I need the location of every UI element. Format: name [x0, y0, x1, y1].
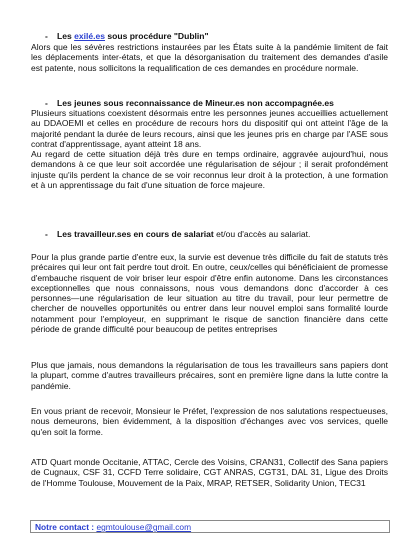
- contact-box: [30, 520, 390, 533]
- heading-text: et/ou d'accès au salariat.: [213, 229, 311, 239]
- section-minors-body-2: Au regard de cette situation déjà très dure en temps ordinaire, aggravée aujourd'hui, nous demandons à ce que leur soit accordée une régularisation de séjour ; il serait profondément injuste qu'ils perdent la chance de se voir reconnus leur droit à la protection, à une formation et à un apprentissage du fait d'une situation de force majeure.: [31, 149, 388, 190]
- heading-text: sous procédure "Dublin": [105, 31, 209, 41]
- section-minors-body-1: Plusieurs situations coexistent désormais entre les personnes jeunes accueillies actuellement au DDAOEMI et celles en procédure de recours hors du dispositif qui ont atteint l'âge de la majorité pendant la durée de leurs recours, ainsi que les jeunes pris en charge par l'ASE sous contrat d'apprentissage, ayant atteint 18 ans.: [31, 108, 388, 149]
- contact-label: Notre contact :: [35, 522, 97, 532]
- section-workers-body-2: Plus que jamais, nous demandons la régularisation de tous les travailleurs sans papiers dont la plupart, comme d'autres travailleurs précaires, sont en première ligne dans la lutte contre la pandémie.: [31, 360, 388, 391]
- exilees-link[interactable]: exilé.es: [74, 31, 106, 41]
- bullet-dash: -: [45, 98, 48, 108]
- closing-paragraph: En vous priant de recevoir, Monsieur le Préfet, l'expression de nos salutations respectueuses, nous demeurons, bien évidemment, à la disposition d'échanges avec vos services, quelle qu'en soit la forme.: [31, 406, 388, 437]
- heading-text: Les: [57, 31, 75, 41]
- heading-text: Les travailleur.ses en cours de salariat: [57, 229, 214, 239]
- section-dublin-body: Alors que les sévères restrictions instaurées par les États suite à la pandémie limitent de fait les déplacements inter-états, et que la désorganisation du traitement des demandes d'asile est patente, nous sollicitons la requalification de ces demandes en procédure normale.: [31, 42, 388, 73]
- bullet-dash: -: [45, 31, 48, 41]
- bullet-dash: -: [45, 229, 48, 239]
- section-workers-body-1: Pour la plus grande partie d'entre eux, la survie est devenue très difficile du fait de statuts très précaires qui leur ont fait perdre tout droit. En outre, ceux/celles qui bénéficiaient de promesse d'embauche risquent de voir briser leur espoir d'être enfin autonome. Dans les circonstances exceptionnelles que nous connaissons, nous vous demandons donc d'accorder à ces personnes—une régularisation de leur situation au titre du travail, pour leur permettre de chercher de nouvelles opportunités ou entrer dans leur nouvel emploi sans formalité lourde notamment pour l'employeur, en supprimant le risque de sanction financière dans cette période de grande difficulté pour beaucoup de petites entreprises: [31, 252, 388, 335]
- section-minors-heading: [31, 98, 388, 108]
- contact-email-link[interactable]: egmtoulouse@gmail.com: [96, 522, 192, 532]
- heading-text: Les jeunes sous reconnaissance de Mineur.es non accompagnée.es: [57, 98, 334, 108]
- section-dublin-heading: [31, 31, 388, 41]
- signatories-list: ATD Quart monde Occitanie, ATTAC, Cercle des Voisins, CRAN31, Collectif des Sana papiers de Cugnaux, CSF 31, CCFD Terre solidaire, CGT ANRAS, CGT31, DAL 31, Ligue des Droits de l'Homme Toulouse, Mouvement de la Paix, MRAP, RETSER, Solidarity Union, TEC31: [31, 457, 388, 488]
- section-workers-heading: [31, 229, 388, 239]
